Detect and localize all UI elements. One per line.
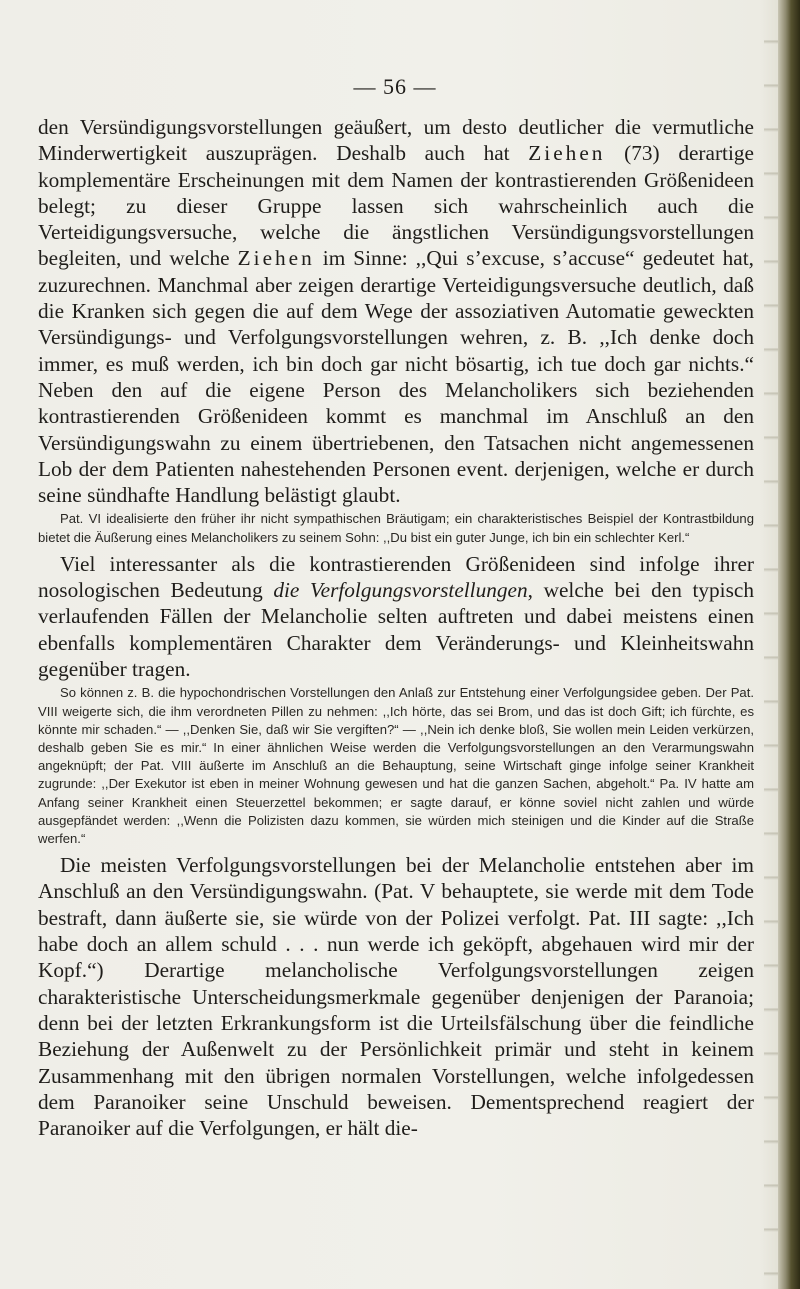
emphasis-verfolgungsvorstellungen: die Verfolgungsvorstellungen xyxy=(273,578,528,603)
paragraph-2-text-c: , welche bei den typisch verlaufenden Fällen der Melancholie selten auftreten und dabei meistens einen ebenfalls komplementären Charakter dem Veränderungs- und Kleinheitswahn gegenüber tragen. xyxy=(38,578,754,682)
paragraph-3 xyxy=(38,852,754,1141)
paragraph-2-text-a: Viel interessanter als die kontrastierenden Größenideen sind infolge ihrer nosologischen Bedeutung xyxy=(38,551,754,603)
page-edge-shadow xyxy=(764,0,778,1289)
author-name-ziehen-2: Ziehen xyxy=(237,246,315,271)
author-name-ziehen: Ziehen xyxy=(528,141,606,166)
case-note-1: Pat. VI idealisierte den früher ihr nicht sympathischen Bräutigam; ein charakteristisches Beispiel der Kontrastbildung bietet die Äußerung eines Melancholikers zu seinem Sohn: ,,Du bist ein guter Junge, ich bin ein schlechter Kerl.“ xyxy=(38,511,754,545)
paragraph-1-text-a: den Versündigungsvorstellungen geäußert, um desto deutlicher die vermutliche Minderwertigkeit auszuprägen. Deshalb auch hat xyxy=(38,115,754,166)
paragraph-1 xyxy=(38,114,754,508)
page-body xyxy=(38,114,754,1141)
paragraph-2 xyxy=(38,551,754,682)
paragraph-1-text-e: im Sinne: ,,Qui s’excuse, s’accuse“ gedeutet hat, zuzurechnen. Manchmal aber zeigen derartige Verteidigungsversuche deutlich, daß die Kranken sich gegen die auf dem Wege der assoziativen Automatie geweckten Versündigungs- und Verfolgungsvorstellungen wehren, z. B. ,,Ich denke doch immer, es muß werden, ich bin doch gar nicht bösartig, ich tue doch gar nichts.“ Neben den auf die eigene Person des Melancholikers sich beziehenden kontrastierenden Größenideen kommt es manchmal im Anschluß an den Versündigungswahn zu einem übertriebenen, den Tatsachen nicht angemessenen Lob der dem Patienten nahestehenden Personen event. derjenigen, welche er durch seine sündhafte Handlung belästigt glaubt. xyxy=(38,246,754,508)
page-number: — 56 — xyxy=(353,74,437,99)
book-gutter xyxy=(778,0,800,1289)
paragraph-3-text: Die meisten Verfolgungsvorstellungen bei der Melancholie entstehen aber im Anschluß an den Versündigungswahn. (Pat. V behauptete, sie werde mit dem Tode bestraft, dann äußerte sie, sie würde von der Polizei verfolgt. Pat. III sagte: ,,Ich habe doch an allem schuld . . . nun werde ich geköpft, abgehauen wird mir der Kopf.“) Derartige melancholische Verfolgungsvorstellungen zeigen charakteristische Unterscheidungsmerkmale gegenüber denjenigen der Paranoia; denn bei der letzten Erkrankungsform ist die Urteilsfälschung über die feindliche Beziehung der Außenwelt zu der Persönlichkeit primär und steht in keinem Zusammenhang mit den übrigen normalen Vorstellungen, welche infolgedessen dem Paranoiker seine Unschuld beweisen. Dementsprechend reagiert der Paranoiker auf die Verfolgungen, er hält die- xyxy=(38,853,754,1141)
paragraph-1-text-c: (73) derartige komplementäre Erscheinungen mit dem Namen der kontrastierenden Größenideen belegt; zu dieser Gruppe lassen sich wahrscheinlich auch die Verteidigungsversuche, welche die ängstlichen Versündigungsvorstellungen begleiten, und welche xyxy=(38,141,754,271)
case-note-2: So können z. B. die hypochondrischen Vorstellungen den Anlaß zur Entstehung einer Verfolgungsidee geben. Der Pat. VIII weigerte sich, die ihm verordneten Pillen zu nehmen: ,,Ich hörte, das sei Brom, und das ist doch Gift; ich fürchte, es könnte mir schaden.“ — ,,Denken Sie, daß wir Sie vergiften?“ — ,,Nein ich denke bloß, Sie wollen mein Leiden verkürzen, deshalb geben Sie es mir.“ In einer ähnlichen Weise werden die Verfolgungsvorstellungen an den Verarmungswahn angeknüpft; der Pat. VIII äußerte im Anschluß an die Behauptung, seine Wirtschaft ginge infolge seiner Krankheit zugrunde: ,,Der Exekutor ist eben in meiner Wohnung gewesen und hat die ganzen Sachen, abgeholt.“ Pa. IV hatte am Anfang seiner Krankheit einen Steuerzettel bekommen; er sagte darauf, er könne soviel nicht zahlen und würde ausgepfändet werden: ,,Wenn die Polizisten dazu kommen, sie würden mich steinigen und die Kinder auf die Straße werfen.“ xyxy=(38,685,754,846)
